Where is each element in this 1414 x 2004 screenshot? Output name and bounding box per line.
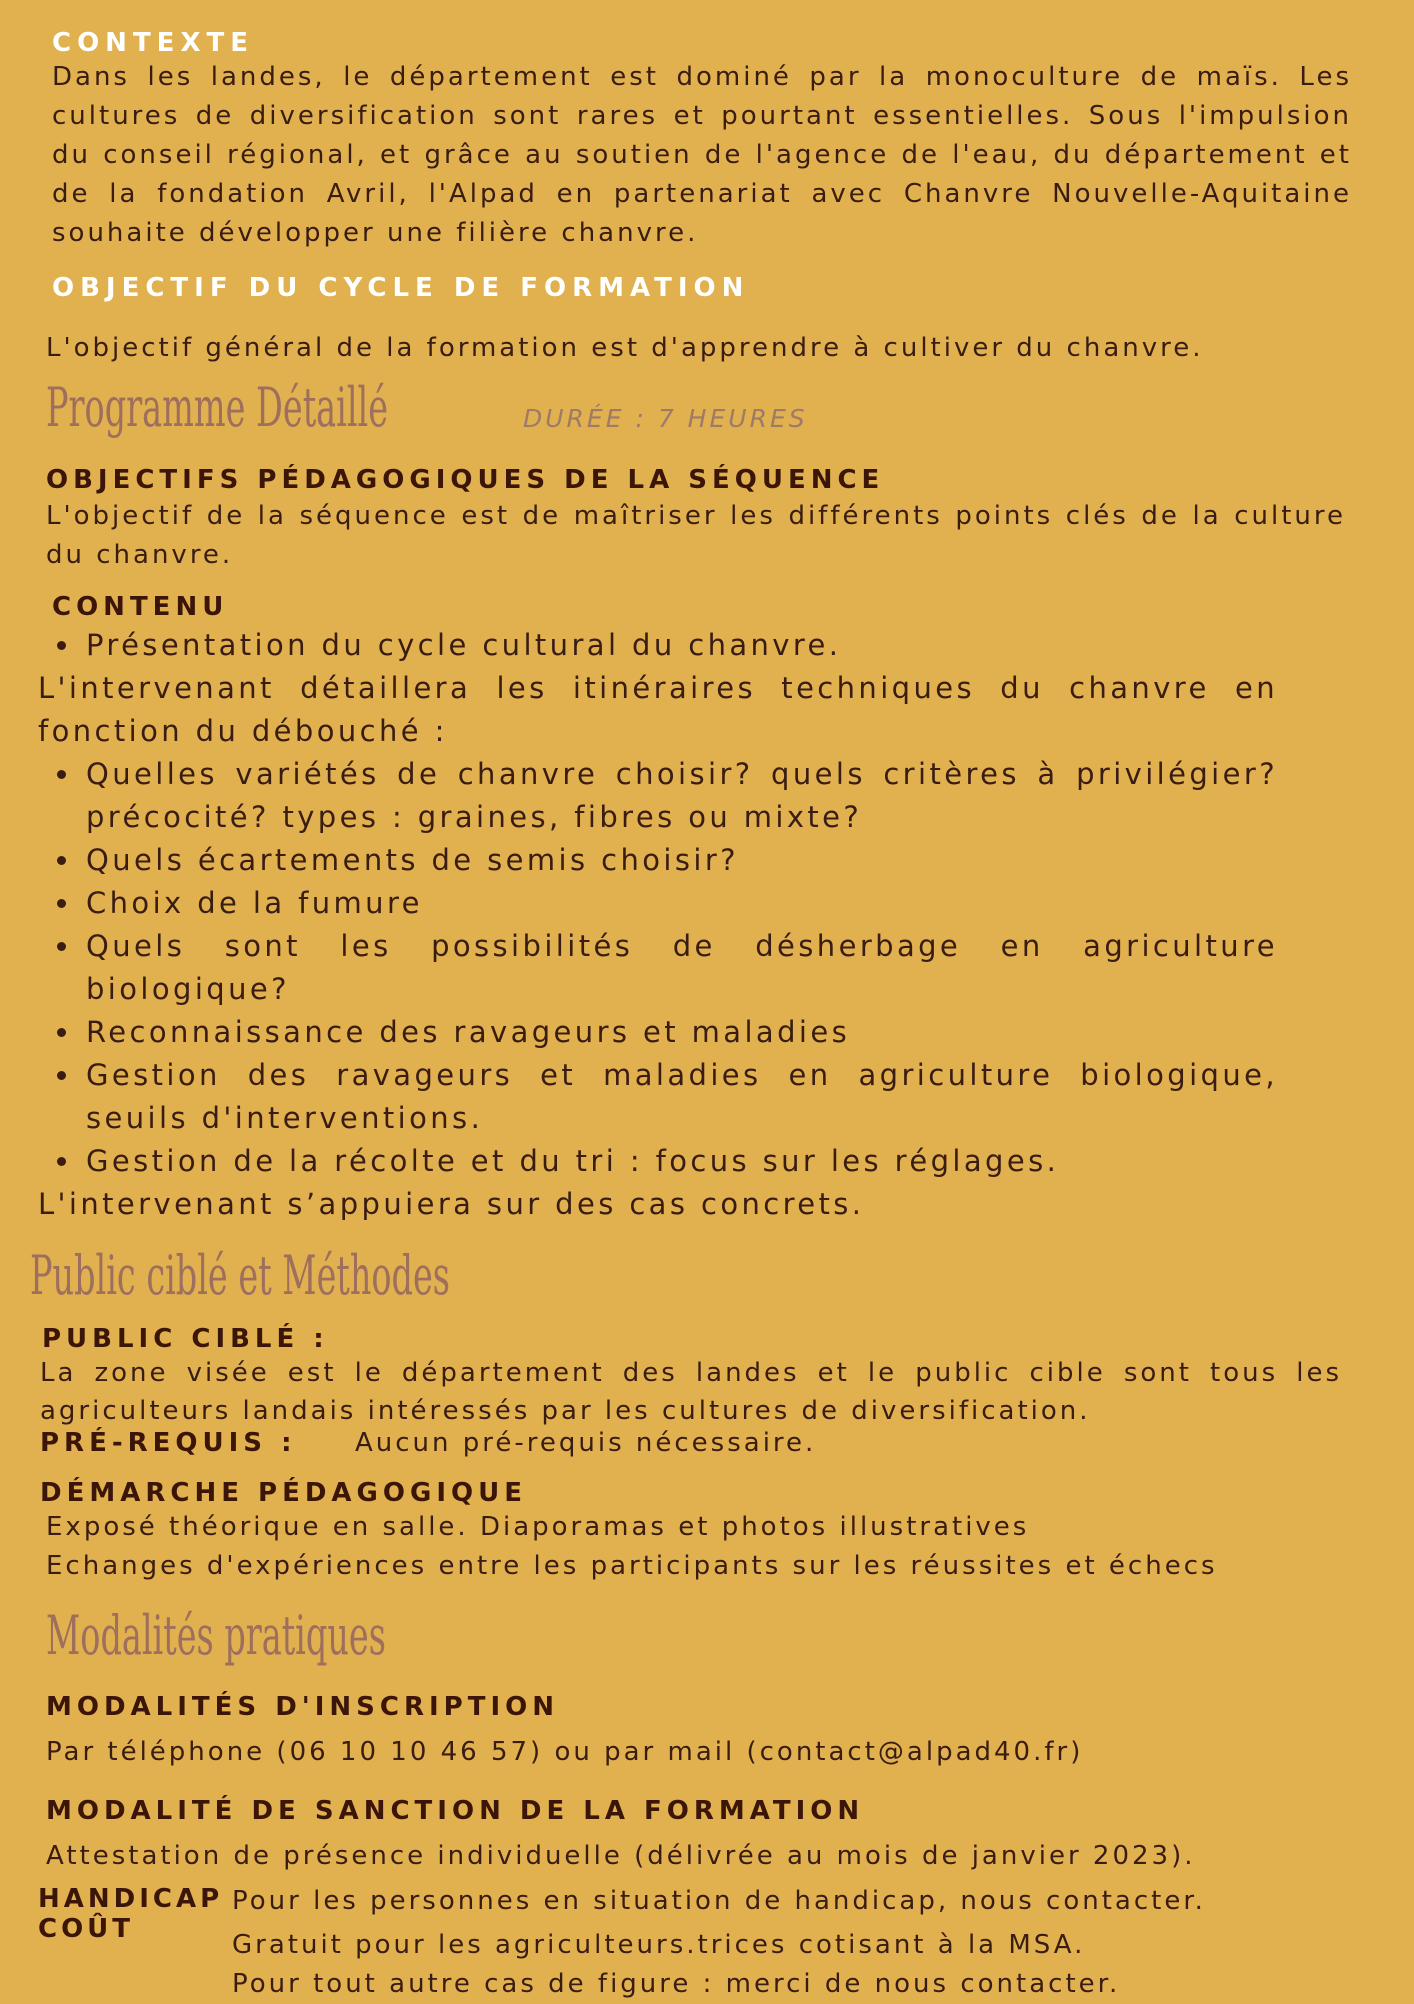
demarche-line-1: Exposé théorique en salle. Diaporamas et photos illustratives: [46, 1512, 1030, 1542]
public-cible-text: La zone visée est le département des landes et le public cible sont tous les agriculteurs landais intéressés par les cultures de diversification.: [40, 1358, 1342, 1426]
list-item: Choix de la fumure: [38, 882, 1278, 925]
public-cible-heading: PUBLIC CIBLÉ :: [42, 1324, 329, 1354]
modalites-title: Modalités pratiques: [46, 1604, 386, 1667]
objectif-cycle-heading: OBJECTIF DU CYCLE DE FORMATION: [52, 273, 750, 303]
contexte-text: Dans les landes, le département est dominé par la monoculture de maïs. Les cultures de diversification sont rares et pourtant essentielles. Sous l'impulsion du conseil régional, et grâce au soutien de l'agence de l'eau, du département et de la fondation Avril, l'Alpad en partenariat avec Chanvre Nouvelle-Aquitaine souhaite développer une filière chanvre.: [52, 62, 1352, 248]
list-item: Quelles variétés de chanvre choisir? quels critères à privilégier? précocité? types : graines, fibres ou mixte?: [38, 753, 1278, 839]
list-item: Quels écartements de semis choisir?: [38, 839, 1278, 882]
sanction-text: Attestation de présence individuelle (délivrée au mois de janvier 2023).: [46, 1841, 1196, 1871]
contenu-heading: CONTENU: [52, 592, 229, 622]
demarche-line-2: Echanges d'expériences entre les participants sur les réussites et échecs: [46, 1551, 1218, 1581]
demarche-heading: DÉMARCHE PÉDAGOGIQUE: [40, 1478, 527, 1508]
intervenant-intro: L'intervenant détaillera les itinéraires techniques du chanvre en fonction du débouché :: [38, 671, 1278, 748]
cout-line-2: Pour tout autre cas de figure : merci de nous contacter.: [232, 1969, 1121, 1999]
objectifs-pedagogiques-text: L'objectif de la séquence est de maîtriser les différents points clés de la culture du chanvre.: [46, 501, 1346, 570]
contenu-list: [38, 753, 1278, 1183]
handicap-label: HANDICAP: [38, 1884, 224, 1914]
handicap-text: Pour les personnes en situation de handicap, nous contacter.: [232, 1886, 1206, 1916]
contenu-first-list: [38, 624, 1278, 667]
contenu-block: [38, 624, 1278, 1226]
prerequis-heading: PRÉ-REQUIS :: [40, 1428, 297, 1458]
list-item: Reconnaissance des ravageurs et maladies: [38, 1011, 1278, 1054]
sanction-heading: MODALITÉ DE SANCTION DE LA FORMATION: [46, 1796, 865, 1826]
list-item: Gestion de la récolte et du tri : focus sur les réglages.: [38, 1140, 1278, 1183]
programme-title: Programme Détaillé: [46, 376, 389, 439]
contexte-heading: CONTEXTE: [52, 28, 254, 58]
cout-label: COÛT: [38, 1914, 135, 1944]
list-item: Quels sont les possibilités de désherbage en agriculture biologique?: [38, 925, 1278, 1011]
inscription-heading: MODALITÉS D'INSCRIPTION: [46, 1692, 559, 1722]
list-item: Présentation du cycle cultural du chanvre.: [38, 624, 1278, 667]
list-item: Gestion des ravageurs et maladies en agriculture biologique, seuils d'interventions.: [38, 1054, 1278, 1140]
public-title: Public ciblé et Méthodes: [30, 1244, 450, 1307]
intervenant-outro: L'intervenant s’appuiera sur des cas concrets.: [38, 1187, 865, 1221]
prerequis-text: Aucun pré-requis nécessaire.: [355, 1428, 817, 1458]
programme-duree: DURÉE : 7 HEURES: [523, 404, 808, 433]
inscription-text: Par téléphone (06 10 10 46 57) ou par mail (contact@alpad40.fr): [46, 1737, 1084, 1767]
objectifs-pedagogiques-heading: OBJECTIFS PÉDAGOGIQUES DE LA SÉQUENCE: [46, 465, 885, 495]
cout-line-1: Gratuit pour les agriculteurs.trices cotisant à la MSA.: [232, 1930, 1086, 1960]
objectif-cycle-text: L'objectif général de la formation est d'apprendre à cultiver du chanvre.: [46, 333, 1204, 363]
